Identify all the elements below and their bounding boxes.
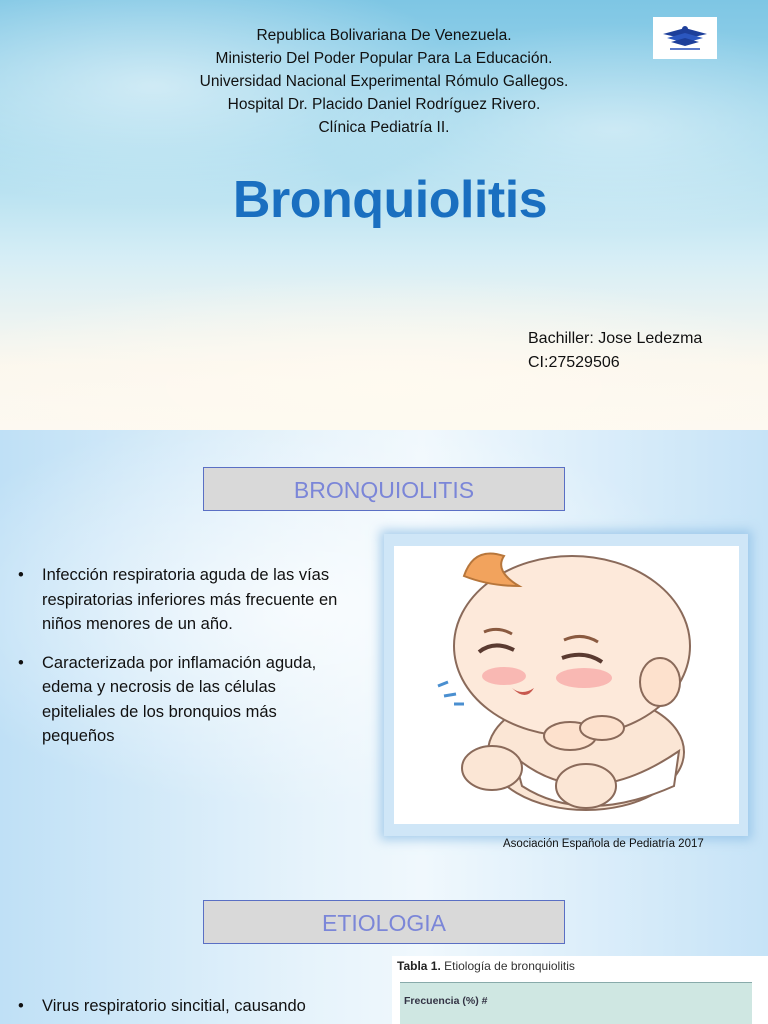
bullet-list xyxy=(18,563,338,763)
title-slide xyxy=(0,0,768,430)
table-title xyxy=(397,959,575,973)
bullet-dot-icon: • xyxy=(18,566,24,584)
bullet-item-etiology xyxy=(18,994,358,1019)
institution-line-5: Clínica Pediatría II. xyxy=(318,119,450,136)
institution-line-2: Ministerio Del Poder Popular Para La Educación. xyxy=(215,50,553,67)
bullet-item xyxy=(18,563,338,637)
bullet-dot-icon: • xyxy=(18,653,24,672)
section-header-etiologia: ETIOLOGIA xyxy=(203,900,565,944)
crying-baby-illustration xyxy=(394,546,739,824)
institution-line-4: Hospital Dr. Placido Daniel Rodríguez Rivero. xyxy=(227,96,541,113)
author-name: Bachiller: Jose Ledezma xyxy=(528,330,703,347)
section-header-bronquiolitis: BRONQUIOLITIS xyxy=(203,467,565,511)
bullet-text: Virus respiratorio sincitial, causando xyxy=(42,997,306,1015)
presentation-title: Bronquiolitis xyxy=(232,171,548,229)
definition-slide xyxy=(0,430,768,1024)
table-title-text: Etiología de bronquiolitis xyxy=(440,959,575,973)
image-caption: Asociación Española de Pediatría 2017 xyxy=(503,838,704,850)
etiology-table xyxy=(392,956,768,1024)
institution-line-3: Universidad Nacional Experimental Rómulo Gallegos. xyxy=(199,73,569,90)
university-logo-icon xyxy=(653,17,717,59)
author-block xyxy=(528,327,702,375)
author-id: CI:27529506 xyxy=(528,354,620,371)
table-column-header: Frecuencia (%) # xyxy=(404,995,488,1007)
bullet-item xyxy=(18,651,338,749)
bullet-dot-icon: • xyxy=(18,997,24,1015)
bullet-item xyxy=(18,994,358,1024)
bullet-text: Infección respiratoria aguda de las vías respiratorias inferiores más frecuente en niños menores de un año. xyxy=(42,566,338,633)
table-title-number: Tabla 1. xyxy=(397,959,441,973)
table-header-row xyxy=(400,982,752,1024)
bullet-text: Caracterizada por inflamación aguda, edema y necrosis de las células epiteliales de los bronquios más pequeños xyxy=(42,653,317,745)
institution-line-1: Republica Bolivariana De Venezuela. xyxy=(256,27,512,44)
